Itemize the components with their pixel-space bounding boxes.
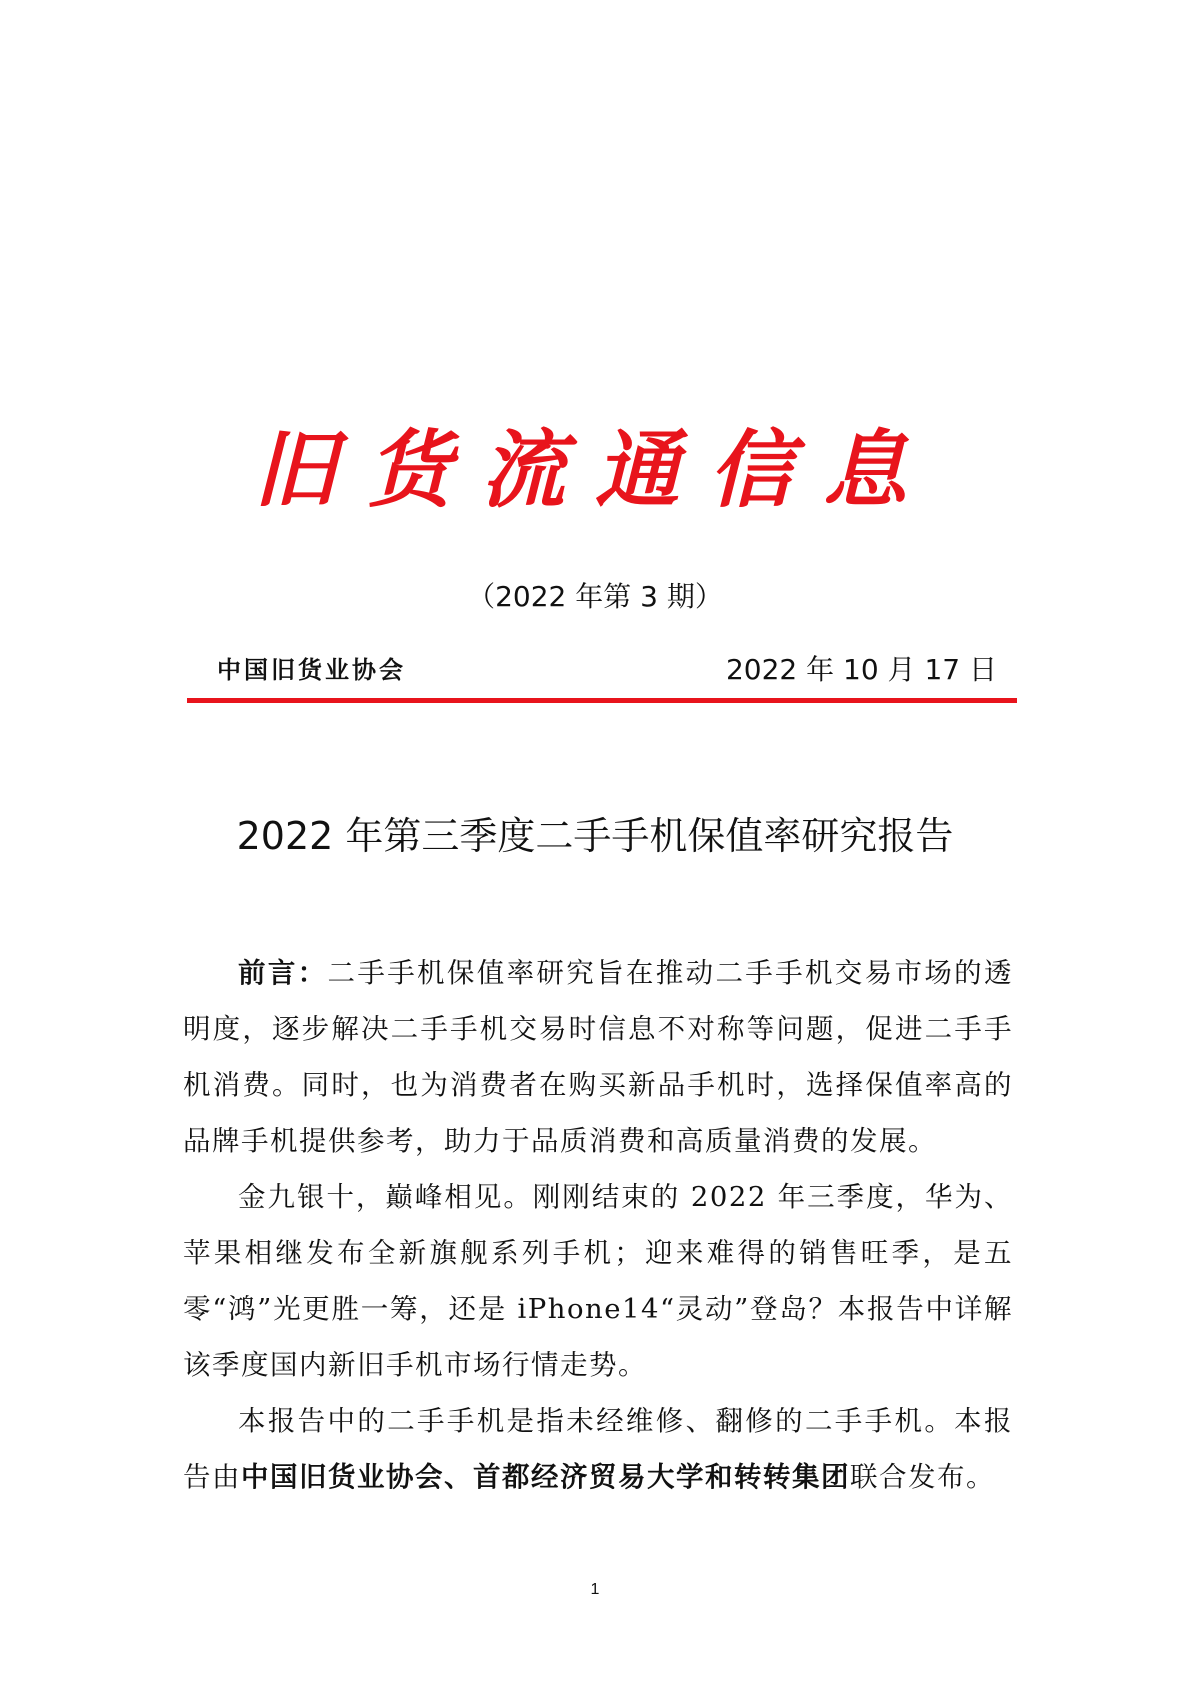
report-title: 2022 年第三季度二手手机保值率研究报告 bbox=[236, 814, 954, 858]
masthead-title: 旧货流通信息 bbox=[252, 420, 937, 519]
publication-date: 2022 年 10 月 17 日 bbox=[725, 653, 997, 686]
publisher-orgs: 中国旧货业协会、首都经济贸易大学和转转集团 bbox=[241, 1461, 850, 1493]
body-text bbox=[183, 945, 1013, 1505]
definition-text-a: 本报告中的二手手机是指未经维修、翻修的二手手机。本报告由 bbox=[183, 1405, 1013, 1493]
paragraph-preface bbox=[183, 945, 1013, 1169]
definition-text-b: 联合发布。 bbox=[850, 1461, 995, 1493]
issue-number: （2022 年第 3 期） bbox=[467, 580, 723, 613]
paragraph-market: 金九银十，巅峰相见。刚刚结束的 2022 年三季度，华为、苹果相继发布全新旗舰系列手机；迎来难得的销售旺季，是五零“鸿”光更胜一筹，还是 iPhone14“灵动”登岛？本报告中详解该季度国内新旧手机市场行情走势。 bbox=[183, 1181, 1013, 1381]
header-divider bbox=[187, 698, 1017, 703]
preface-label: 前言： bbox=[238, 957, 328, 989]
page-number: 1 bbox=[590, 1581, 600, 1598]
preface-text: 二手手机保值率研究旨在推动二手手机交易市场的透明度，逐步解决二手手机交易时信息不对称等问题，促进二手手机消费。同时，也为消费者在购买新品手机时，选择保值率高的品牌手机提供参考，助力于品质消费和高质量消费的发展。 bbox=[183, 957, 1014, 1157]
header-row bbox=[187, 650, 1017, 690]
paragraph-definition bbox=[183, 1393, 1013, 1505]
publisher-name: 中国旧货业协会 bbox=[217, 656, 406, 684]
